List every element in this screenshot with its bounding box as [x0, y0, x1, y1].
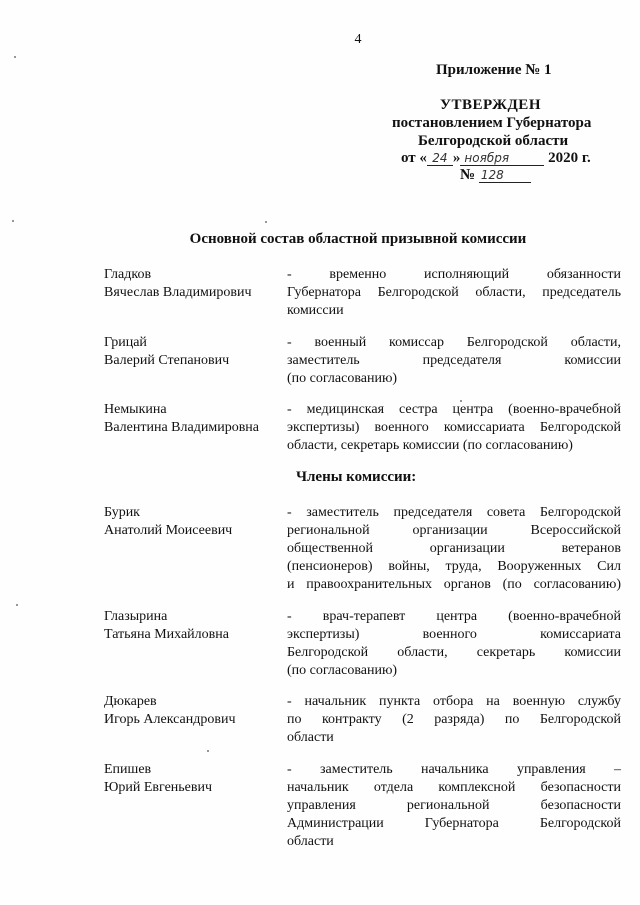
person-surname: Немыкина	[104, 402, 167, 417]
document-number: 128	[479, 168, 531, 183]
person-name	[104, 266, 284, 302]
members-title: Члены комиссии:	[296, 469, 417, 485]
person-surname: Гладков	[104, 267, 152, 282]
person-given-names: Вячеслав Владимирович	[104, 285, 252, 300]
member-surname: Дюкарев	[104, 694, 157, 709]
member-surname: Епишев	[104, 762, 152, 777]
person-given-names: Валентина Владимировна	[104, 420, 260, 435]
person-duties: - временно исполняющий обязанности Губернатора Белгородской области, председатель комиссии	[287, 267, 621, 318]
approved-region-line: Белгородской области	[418, 133, 569, 149]
person-duties: - военный комиссар Белгородской области, заместитель председателя комиссии (по согласованию)	[287, 335, 621, 386]
scan-speck	[16, 604, 18, 606]
approval-date	[401, 150, 591, 167]
person-duties: - медицинская сестра центра (военно-врачебной экспертизы) военного комиссариата Белгородской области, секретарь комиссии (по согласованию)	[287, 402, 621, 453]
appendix-label: Приложение № 1	[436, 62, 552, 78]
person-name	[104, 334, 284, 370]
date-prefix: от «	[401, 150, 427, 166]
section-title: Основной состав областной призывной комиссии	[189, 231, 527, 247]
date-mid: »	[452, 150, 461, 166]
member-given-names: Юрий Евгеньевич	[104, 780, 213, 795]
member-name	[104, 761, 284, 797]
person-name	[104, 401, 284, 437]
member-name	[104, 608, 284, 644]
member-name	[104, 693, 284, 729]
number-prefix: №	[460, 167, 476, 183]
scan-speck	[12, 220, 14, 222]
member-surname: Бурик	[104, 505, 140, 520]
member-given-names: Татьяна Михайловна	[104, 627, 229, 642]
scan-speck	[460, 400, 462, 402]
approved-title: УТВЕРЖДЕН	[440, 97, 541, 113]
date-month: ноября	[460, 151, 544, 166]
person-given-names: Валерий Степанович	[104, 353, 230, 368]
date-day: 24	[427, 151, 453, 166]
member-duties: - заместитель председателя совета Белгородской региональной организации Всероссийской общественной организации ветеранов (пенсионеров) войны, труда, Вооруженных Сил и правоохранительных органов (по согласованию)	[287, 505, 621, 592]
scan-speck	[265, 221, 267, 223]
scan-speck	[207, 750, 209, 752]
person-surname: Грицай	[104, 335, 147, 350]
page-number: 4	[354, 32, 362, 47]
approval-number	[460, 167, 531, 184]
member-duties: - начальник пункта отбора на военную службу по контракту (2 разряда) по Белгородской области	[287, 694, 621, 745]
member-duties: - врач-терапевт центра (военно-врачебной экспертизы) военного комиссариата Белгородской области, секретарь комиссии (по согласованию)	[287, 609, 621, 678]
scan-speck	[14, 56, 16, 58]
member-name	[104, 504, 284, 540]
member-given-names: Анатолий Моисеевич	[104, 523, 233, 538]
approved-by-line: постановлением Губернатора	[392, 115, 592, 131]
member-surname: Глазырина	[104, 609, 168, 624]
date-year: 2020 г.	[548, 150, 591, 166]
member-given-names: Игорь Александрович	[104, 712, 236, 727]
member-duties: - заместитель начальника управления – начальник отдела комплексной безопасности управления региональной безопасности Администрации Губернатора Белгородской области	[287, 762, 621, 849]
